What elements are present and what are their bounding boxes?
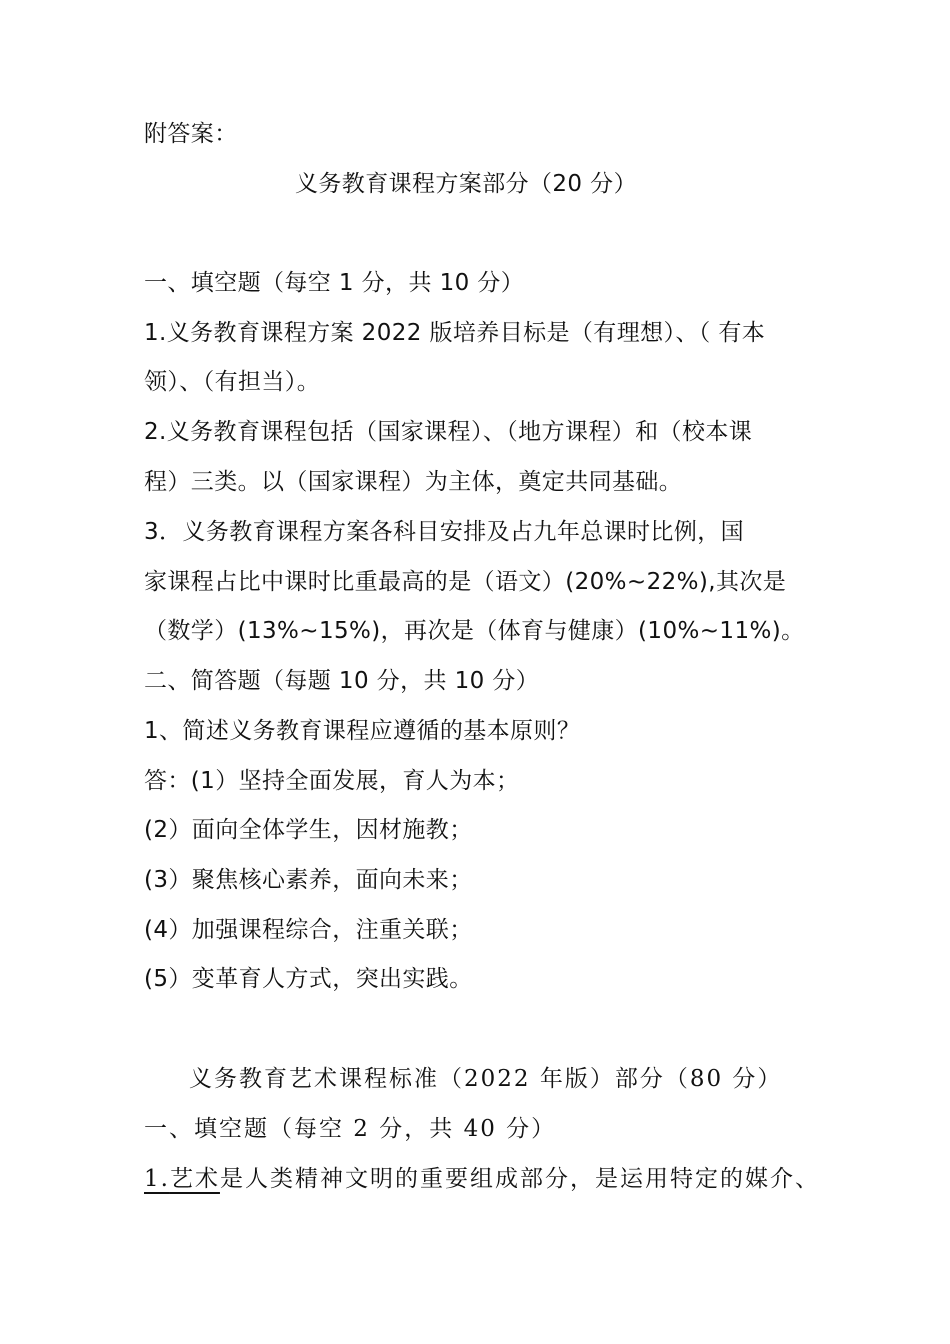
section2-fill-heading: 一、填空题（每空 2 分，共 40 分） bbox=[144, 1116, 557, 1142]
question-1-line-2: 领）、（有担当）。 bbox=[144, 369, 321, 395]
answer-line-5: (5）变革育人方式，突出实践。 bbox=[144, 966, 473, 992]
section2-question-1 bbox=[144, 1163, 820, 1195]
question-1-line-1: 1.义务教育课程方案 2022 版培养目标是（有理想）、（ 有本 bbox=[144, 320, 766, 346]
section1-title: 义务教育课程方案部分（20 分） bbox=[295, 171, 637, 197]
question-3-line-3: （数学）(13%~15%)，再次是（体育与健康）(10%~11%)。 bbox=[144, 618, 805, 644]
question-2-line-2: 程）三类。以（国家课程）为主体，奠定共同基础。 bbox=[144, 469, 683, 495]
question-2-line-1: 2.义务教育课程包括（国家课程）、（地方课程）和（校本课 bbox=[144, 419, 753, 445]
answer-line-4: (4）加强课程综合，注重关联； bbox=[144, 917, 473, 943]
answer-header: 附答案： bbox=[144, 121, 238, 147]
answer-line-2: (2）面向全体学生，因材施教； bbox=[144, 817, 473, 843]
answer-blank: 艺术 bbox=[169, 1166, 220, 1192]
short-question-1: 1、简述义务教育课程应遵循的基本原则？ bbox=[144, 718, 581, 744]
section1-fill-heading: 一、填空题（每空 1 分，共 10 分） bbox=[144, 270, 525, 296]
answer-line-1: 答：(1）坚持全面发展，育人为本； bbox=[144, 768, 520, 794]
section1-short-answer-heading: 二、简答题（每题 10 分，共 10 分） bbox=[144, 668, 540, 694]
section2-title: 义务教育艺术课程标准（2022 年版）部分（80 分） bbox=[189, 1066, 783, 1092]
answer-line-3: (3）聚焦核心素养，面向未来； bbox=[144, 867, 473, 893]
question-text: 是人类精神文明的重要组成部分，是运用特定的媒介、 bbox=[219, 1166, 820, 1192]
question-3-line-1: 3．义务教育课程方案各科目安排及占九年总课时比例，国 bbox=[144, 519, 745, 545]
question-3-line-2: 家课程占比中课时比重最高的是（语文）(20%~22%),其次是 bbox=[144, 569, 787, 595]
question-number: 1. bbox=[144, 1166, 170, 1192]
